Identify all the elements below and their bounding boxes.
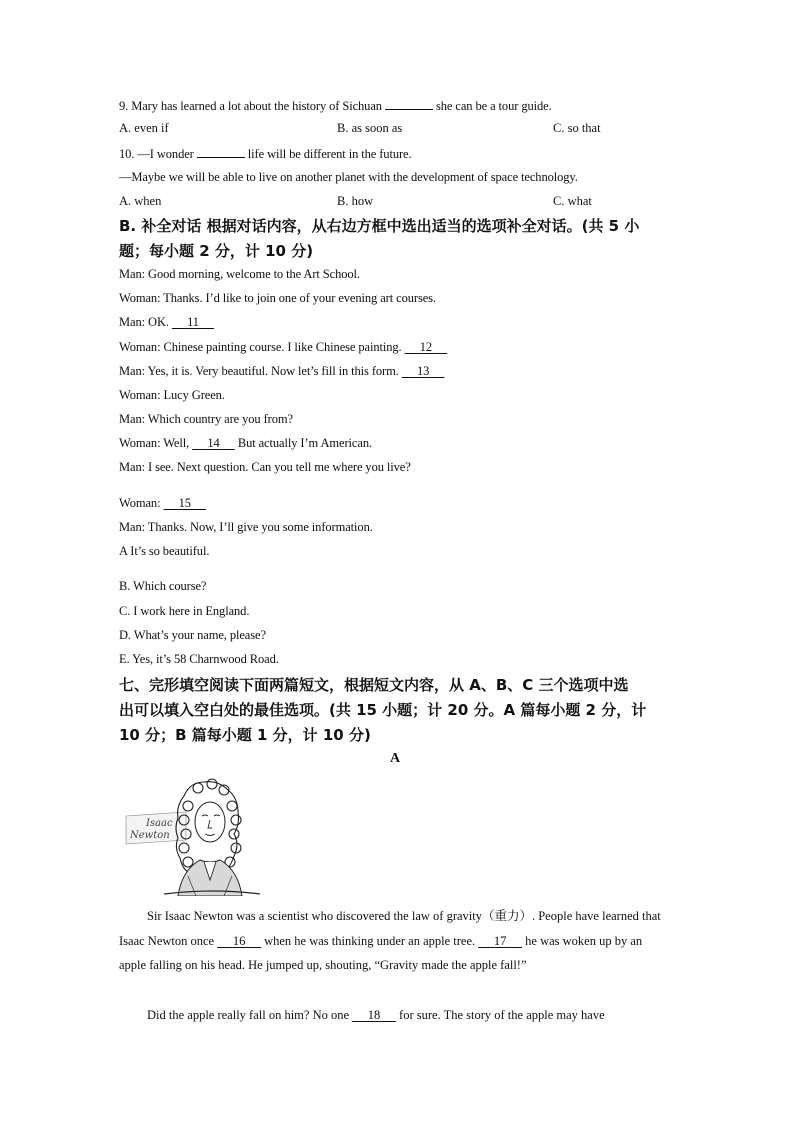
blank-12 (405, 340, 448, 354)
dialogue-line: Man: Good morning, welcome to the Art School. (119, 267, 360, 281)
section-b-heading-line1: B. 补全对话 根据对话内容，从右边方框中选出适当的选项补全对话。(共 5 小 (119, 217, 640, 235)
newton-portrait-image (124, 776, 264, 896)
q9-option-a: A. even if (119, 121, 169, 135)
question-10 (119, 144, 412, 162)
blank-number: 13 (416, 364, 430, 378)
q10-option-a: A. when (119, 194, 162, 208)
choice-b: B. Which course? (119, 579, 207, 593)
dialogue-text: But actually I’m American. (237, 436, 372, 450)
q9-blank (385, 96, 433, 110)
blank-14 (192, 436, 235, 450)
passage-title: A (390, 751, 401, 766)
dialogue-text: Woman: Well, (119, 436, 190, 450)
q10-option-c: C. what (553, 194, 592, 208)
blank-number: 12 (419, 340, 433, 354)
passage-paragraph-2 (119, 1003, 671, 1028)
q9-stem-end: she can be a tour guide. (436, 99, 552, 113)
blank-18 (352, 1008, 396, 1022)
q9-stem-start: 9. Mary has learned a lot about the history of Sichuan (119, 99, 382, 113)
passage-text: he was woken up by an apple falling on his head. He jumped up, shouting, “Gravity made the apple fall!” (119, 933, 643, 972)
choice-a: A It’s so beautiful. (119, 544, 210, 558)
passage-text: when he was thinking under an apple tree. (264, 933, 476, 948)
portrait-caption-line2: Newton (130, 830, 170, 841)
blank-number: 16 (232, 933, 246, 948)
passage-text: Sir Isaac Newton was a scientist who discovered the law of gravity（重力）. People have learned that Isaac Newton once (119, 909, 661, 948)
blank-13 (402, 364, 445, 378)
blank-number: 11 (187, 315, 199, 329)
q9-option-c: C. so that (553, 121, 601, 135)
dialogue-line-15 (119, 495, 206, 511)
dialogue-line-13 (119, 363, 444, 379)
dialogue-text: Man: Yes, it is. Very beautiful. Now let’s fill in this form. (119, 364, 399, 378)
dialogue-line: Woman: Thanks. I’d like to join one of your evening art courses. (119, 291, 436, 305)
blank-15 (163, 496, 206, 510)
blank-16 (217, 934, 261, 948)
dialogue-line: Man: I see. Next question. Can you tell me where you live? (119, 460, 411, 474)
dialogue-text: Woman: Chinese painting course. I like Chinese painting. (119, 340, 402, 354)
dialogue-text: Man: OK. (119, 315, 169, 329)
dialogue-line: Man: Which country are you from? (119, 412, 293, 426)
dialogue-line-14 (119, 435, 372, 451)
passage-paragraph-1 (119, 904, 671, 978)
section-b-heading-line2: 题；每小题 2 分，计 10 分) (119, 242, 314, 260)
q9-option-b: B. as soon as (337, 121, 403, 135)
q10-blank (197, 144, 245, 158)
q10-stem-start: 10. —I wonder (119, 147, 194, 161)
dialogue-line: Man: Thanks. Now, I’ll give you some information. (119, 520, 373, 534)
portrait-caption-line1: Isaac (146, 818, 173, 829)
choice-d: D. What’s your name, please? (119, 628, 266, 642)
section-7-heading-line1: 七、完形填空阅读下面两篇短文，根据短文内容，从 A、B、C 三个选项中选 (119, 676, 629, 694)
q10-reply: —Maybe we will be able to live on another planet with the development of space technology. (119, 170, 578, 184)
choice-e: E. Yes, it’s 58 Charnwood Road. (119, 652, 279, 666)
choice-c: C. I work here in England. (119, 604, 250, 618)
dialogue-text: Woman: (119, 496, 161, 510)
q10-stem-end: life will be different in the future. (247, 147, 412, 161)
dialogue-line-12 (119, 339, 447, 355)
question-9 (119, 96, 552, 114)
blank-17 (478, 934, 522, 948)
blank-number: 15 (178, 496, 191, 510)
section-7-heading-line3: 10 分；B 篇每小题 1 分，计 10 分) (119, 726, 371, 744)
passage-text: for sure. The story of the apple may have (399, 1008, 605, 1022)
section-7-heading-line2: 出可以填入空白处的最佳选项。(共 15 小题；计 20 分。A 篇每小题 2 分，计 (119, 701, 647, 719)
blank-number: 14 (207, 436, 220, 450)
passage-text: Did the apple really fall on him? No one (147, 1008, 350, 1022)
dialogue-line-11 (119, 314, 214, 330)
blank-number: 18 (367, 1008, 381, 1022)
dialogue-line: Woman: Lucy Green. (119, 388, 225, 402)
q10-option-b: B. how (337, 194, 374, 208)
blank-11 (172, 315, 214, 329)
blank-number: 17 (493, 933, 507, 948)
